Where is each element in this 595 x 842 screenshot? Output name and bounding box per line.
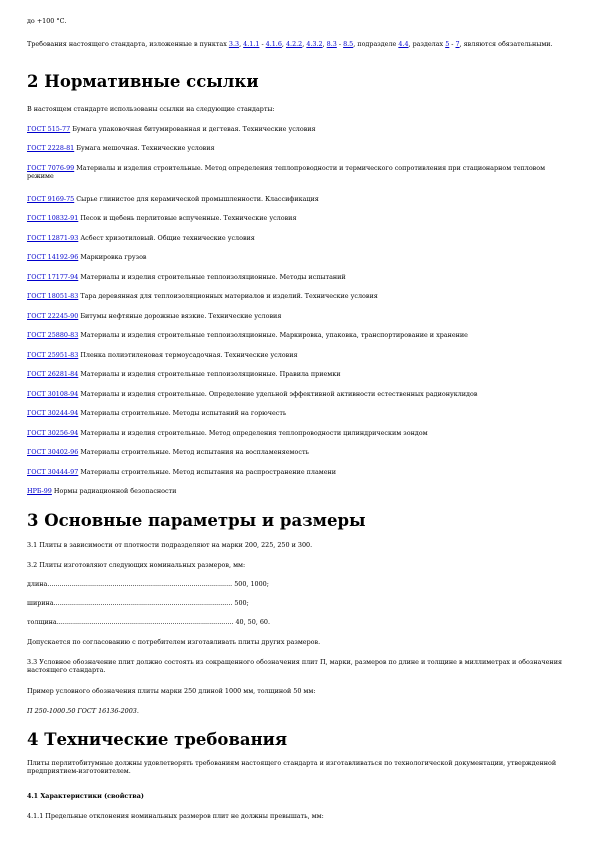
reference-link[interactable]: ГОСТ 30402-96 xyxy=(27,448,79,456)
link-4-1-6[interactable]: 4.1.6 xyxy=(265,40,282,48)
reference-link[interactable]: ГОСТ 7076-99 xyxy=(27,164,75,172)
reference-link[interactable]: ГОСТ 25951-83 xyxy=(27,351,79,359)
sep: , xyxy=(239,40,244,48)
reference-title: Материалы строительные. Методы испытаний на горючесть xyxy=(78,409,287,417)
reference-item xyxy=(27,195,572,203)
reference-link[interactable]: ГОСТ 22245-90 xyxy=(27,312,79,320)
sep: , xyxy=(281,40,286,48)
reference-title: Маркировка грузов xyxy=(78,253,147,261)
link-4-4[interactable]: 4.4 xyxy=(398,40,409,48)
reference-item xyxy=(27,214,572,222)
link-4-3-2[interactable]: 4.3.2 xyxy=(306,40,323,48)
link-8-3[interactable]: 8.3 xyxy=(326,40,337,48)
reference-link[interactable]: ГОСТ 18051-83 xyxy=(27,292,79,300)
reference-item xyxy=(27,390,572,398)
reference-title: Песок и щебень перлитовые вспученные. Технические условия xyxy=(78,214,297,222)
reference-item xyxy=(27,234,572,242)
dimension-width: ширина........................................................................................ 500; xyxy=(27,599,249,607)
link-8-5[interactable]: 8.5 xyxy=(343,40,354,48)
paragraph-3-1: 3.1 Плиты в зависимости от плотности подразделяют на марки 200, 225, 250 и 300. xyxy=(27,541,313,549)
sep: - xyxy=(449,40,456,48)
link-3-3[interactable]: 3.3 xyxy=(228,40,240,48)
paragraph-4-1: 4.1 Характеристики (свойства) xyxy=(27,792,144,800)
req-text: , подразделе xyxy=(353,40,399,48)
reference-item xyxy=(27,429,572,437)
sep: , xyxy=(302,40,307,48)
reference-title: Битумы нефтяные дорожные вязкие. Технические условия xyxy=(78,312,282,320)
reference-link[interactable]: ГОСТ 10832-91 xyxy=(27,214,79,222)
req-text: , разделах xyxy=(408,40,446,48)
reference-link[interactable]: ГОСТ 2228-81 xyxy=(27,144,75,152)
reference-title: Материалы и изделия строительные теплоизоляционные. Маркировка, упаковка, транспортирование и хранение xyxy=(78,331,468,339)
paragraph-3-2: 3.2 Плиты изготовляют следующих номинальных размеров, мм: xyxy=(27,561,246,569)
paragraph-allowed: Допускается по согласованию с потребителем изготавливать плиты других размеров. xyxy=(27,638,321,646)
reference-link[interactable]: ГОСТ 30244-94 xyxy=(27,409,79,417)
link-section-5[interactable]: 5 xyxy=(445,40,450,48)
reference-title: Сырье глинистое для керамической промышленности. Классификация xyxy=(74,195,319,203)
reference-item xyxy=(27,370,572,378)
section-2-intro: В настоящем стандарте использованы ссылки на следующие стандарты: xyxy=(27,105,275,113)
reference-link[interactable]: ГОСТ 30108-94 xyxy=(27,390,79,398)
reference-item xyxy=(27,253,572,261)
reference-item xyxy=(27,292,572,300)
reference-item xyxy=(27,448,572,456)
link-section-7[interactable]: 7 xyxy=(455,40,460,48)
reference-link[interactable]: ГОСТ 12871-93 xyxy=(27,234,79,242)
paragraph-4-1-1: 4.1.1 Предельные отклонения номинальных размеров плит не должны превышать, мм: xyxy=(27,812,324,820)
reference-title: Бумага мешочная. Технические условия xyxy=(74,144,215,152)
reference-link[interactable]: ГОСТ 25880-83 xyxy=(27,331,79,339)
reference-title: Материалы и изделия строительные теплоизоляционные. Методы испытаний xyxy=(78,273,346,281)
reference-item xyxy=(27,144,572,152)
reference-title: Нормы радиационной безопасности xyxy=(51,487,177,495)
paragraph-example: Пример условного обозначения плиты марки 250 длиной 1000 мм, толщиной 50 мм: xyxy=(27,687,316,695)
reference-title: Материалы и изделия строительные. Метод определения теплопроводности и термического сопротивления при стационарном тепловом режиме xyxy=(27,164,546,180)
reference-item xyxy=(27,487,572,495)
reference-title: Материалы строительные. Метод испытания на распространение пламени xyxy=(78,468,337,476)
link-4-1-1[interactable]: 4.1.1 xyxy=(243,40,260,48)
reference-title: Тара деревянная для теплоизоляционных материалов и изделий. Технические условия xyxy=(78,292,378,300)
reference-link[interactable]: ГОСТ 9169-75 xyxy=(27,195,75,203)
reference-link[interactable]: ГОСТ 26281-84 xyxy=(27,370,79,378)
reference-title: Материалы строительные. Метод испытания на воспламеняемость xyxy=(78,448,309,456)
reference-item xyxy=(27,351,572,359)
reference-link[interactable]: ГОСТ 17177-94 xyxy=(27,273,79,281)
reference-title: Бумага упаковочная битумированная и дегтевая. Технические условия xyxy=(70,125,316,133)
dimension-thickness: толщина....................................................................................... 40, 50, 60. xyxy=(27,618,271,626)
sep: - xyxy=(259,40,266,48)
reference-link[interactable]: ГОСТ 14192-96 xyxy=(27,253,79,261)
intro-line: до +100 °С. xyxy=(27,17,67,25)
reference-title: Пленка полиэтиленовая термоусадочная. Технические условия xyxy=(78,351,298,359)
link-4-2-2[interactable]: 4.2.2 xyxy=(285,40,303,48)
reference-item xyxy=(27,164,572,180)
reference-item xyxy=(27,273,572,281)
dimension-length: длина........................................................................................... 500, 1000; xyxy=(27,580,269,588)
reference-item xyxy=(27,125,572,133)
reference-title: Асбест хризотиловый. Общие технические условия xyxy=(78,234,255,242)
reference-title: Материалы и изделия строительные. Метод определения теплопроводности цилиндрическим зондом xyxy=(78,429,428,437)
reference-title: Материалы и изделия строительные. Определение удельной эффективной активности естественных радионуклидов xyxy=(78,390,478,398)
reference-item xyxy=(27,468,572,476)
req-text: , являются обязательными. xyxy=(459,40,553,48)
requirements-paragraph xyxy=(27,40,572,48)
sep: - xyxy=(336,40,344,48)
reference-link[interactable]: НРБ-99 xyxy=(27,487,52,495)
reference-item xyxy=(27,331,572,339)
sep: , xyxy=(322,40,327,48)
reference-link[interactable]: ГОСТ 515-77 xyxy=(27,125,71,133)
section-4-intro: Плиты перлитобитумные должны удовлетворять требованиям настоящего стандарта и изготавливаться по технологической документации, утвержденной предприятием-изготовителем. xyxy=(27,759,557,775)
reference-item xyxy=(27,312,572,320)
reference-link[interactable]: ГОСТ 30256-94 xyxy=(27,429,79,437)
reference-link[interactable]: ГОСТ 30444-97 xyxy=(27,468,79,476)
section-3-heading: 3 Основные параметры и размеры xyxy=(27,511,366,530)
section-2-heading: 2 Нормативные ссылки xyxy=(27,72,259,91)
reference-title: Материалы и изделия строительные теплоизоляционные. Правила приемки xyxy=(78,370,341,378)
paragraph-3-3: 3.3 Условное обозначение плит должно состоять из сокращенного обозначения плит П, марки, размеров по длине и толщине в миллиметрах и обозначения настоящего стандарта. xyxy=(27,658,562,674)
reference-item xyxy=(27,409,572,417)
designation-example: П 250-1000.50 ГОСТ 16136-2003. xyxy=(27,707,139,715)
req-text: Требования настоящего стандарта, изложенные в пунктах xyxy=(27,40,229,48)
section-4-heading: 4 Технические требования xyxy=(27,730,288,749)
